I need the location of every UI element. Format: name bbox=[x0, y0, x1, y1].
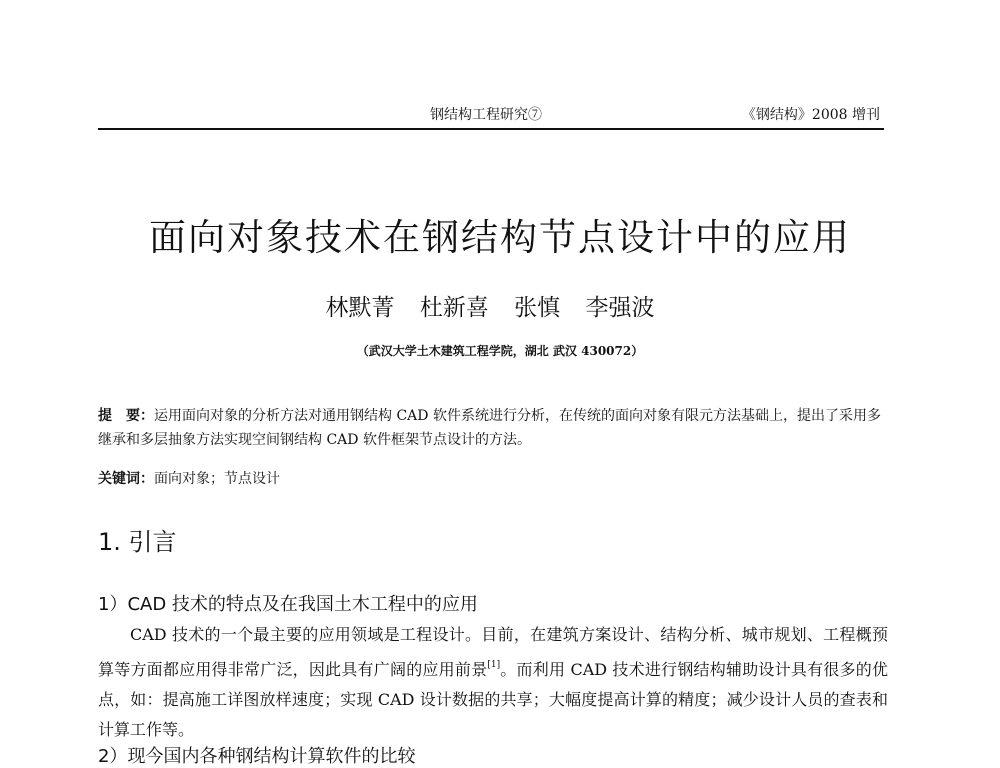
reference-marker: [1] bbox=[487, 660, 501, 670]
abstract-text: 运用面向对象的分析方法对通用钢结构 CAD 软件系统进行分析，在传统的面向对象有限元方法基础上，提出了采用多继承和多层抽象方法实现空间钢结构 CAD 软件框架节点设计的方法。 bbox=[98, 408, 881, 448]
abstract-label: 提 要： bbox=[98, 408, 154, 424]
series-label: 钢结构工程研究⑦ bbox=[430, 107, 542, 123]
subsection-heading: 1）CAD 技术的特点及在我国土木工程中的应用 bbox=[98, 594, 478, 615]
paper-title: 面向对象技术在钢结构节点设计中的应用 bbox=[149, 215, 851, 259]
keywords-text: 面向对象；节点设计 bbox=[154, 471, 280, 487]
author-list bbox=[0, 289, 980, 322]
author-name: 杜新喜 bbox=[419, 295, 489, 321]
running-header bbox=[98, 98, 884, 130]
keywords-label: 关键词： bbox=[98, 471, 154, 487]
author-name: 林默菁 bbox=[325, 295, 395, 321]
author-name: 张慎 bbox=[514, 295, 561, 321]
paragraph-text: 。而利用 CAD 技术进行钢结构辅助设计具有很多的优点，如：提高施工详图放样速度；实现 CAD 设计数据的共享；大幅度提高计算的精度；减少设计人员的查表和计算工作等。 bbox=[98, 660, 888, 739]
paragraph-text: CAD 技术的一个最主要的应用领域是工程设计。目前，在建筑方案设计、结构分析、城市规划、工程概预算等方面都应用得非常广泛，因此具有广阔的应用前景 bbox=[98, 625, 888, 679]
subsection-heading: 2）现今国内各种钢结构计算软件的比较 bbox=[98, 746, 416, 767]
journal-label: 《钢结构》2008 增刊 bbox=[741, 107, 880, 123]
abstract bbox=[98, 404, 884, 452]
keywords bbox=[98, 468, 884, 490]
affiliation: （武汉大学土木建筑工程学院，湖北 武汉 430072） bbox=[356, 344, 644, 358]
author-name: 李强波 bbox=[585, 295, 655, 321]
section-heading: 1. 引言 bbox=[98, 528, 177, 556]
body-paragraph bbox=[98, 620, 888, 745]
